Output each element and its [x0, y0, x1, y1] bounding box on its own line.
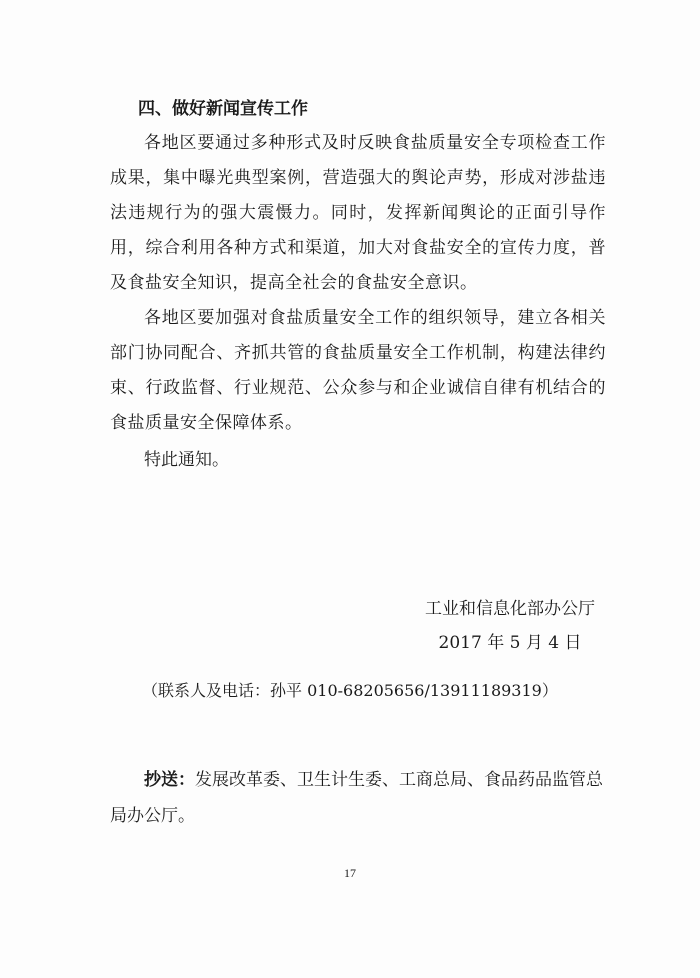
closing-statement: 特此通知。	[144, 450, 229, 470]
section-heading: 四、做好新闻宣传工作	[138, 99, 308, 119]
page-number: 17	[344, 866, 356, 880]
contact-info: （联系人及电话：孙平 010-68205656/13911189319）	[142, 681, 558, 700]
paragraph-leadership: 各地区要加强对食盐质量安全工作的组织领导，建立各相关部门协同配合、齐抓共管的食盐质量安全工作机制，构建法律约束、行政监督、行业规范、公众参与和企业诚信自律有机结合的食盐质量安全保障体系。	[110, 308, 606, 433]
issuer-name: 工业和信息化部办公厅	[425, 599, 595, 619]
cc-recipients: 发展改革委、卫生计生委、工商总局、食品药品监管总局办公厅。	[110, 770, 603, 826]
paragraph-publicity: 各地区要通过多种形式及时反映食盐质量安全专项检查工作成果，集中曝光典型案例，营造强大的舆论声势，形成对涉盐违法违规行为的强大震慑力。同时，发挥新闻舆论的正面引导作用，综合利用各种方式和渠道，加大对食盐安全的宣传力度，普及食盐安全知识，提高全社会的食盐安全意识。	[110, 133, 606, 293]
issue-date: 2017 年 5 月 4 日	[438, 633, 582, 653]
notice-body	[110, 92, 606, 478]
cc-label: 抄送：	[144, 770, 195, 790]
signature-block	[420, 592, 600, 660]
cc-list	[110, 762, 606, 834]
